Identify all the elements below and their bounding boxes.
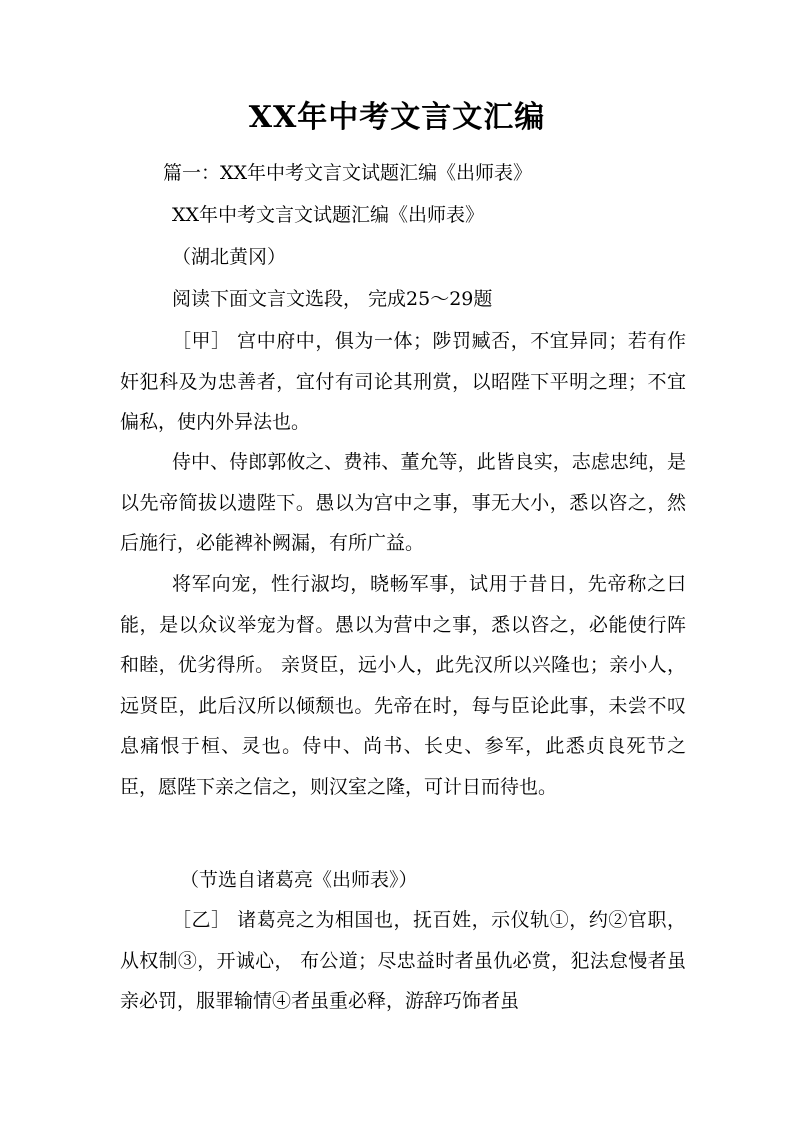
paragraph-yi: ［乙］ 诸葛亮之为相国也，抚百姓，示仪轨①，约②官职，从权制③，开诚心， 布公道；尽忠益时者虽仇必赏，犯法怠慢者虽亲必罚，服罪输情④者虽重必释，游辞巧饰者虽: [120, 909, 686, 1012]
subheading: XX年中考文言文试题汇编《出师表》: [172, 204, 485, 226]
paragraph-jia-3: 将军向宠，性行淑均，晓畅军事，试用于昔日，先帝称之曰能，是以众议举宠为督。愚以为营中之事，悉以咨之，必能使行阵和睦，优劣得所。 亲贤臣，远小人，此先汉所以兴隆也；亲小人，远贤臣，此后汉所以倾颓也。先帝在时，每与臣论此事，未尝不叹息痛恨于桓、灵也。侍中、尚书、长史、参军，此悉贞良死节之臣，愿陛下亲之信之，则汉室之隆，可计日而待也。: [120, 573, 686, 798]
paragraph-jia-2: 侍中、侍郎郭攸之、费祎、董允等，此皆良实，志虑忠纯，是以先帝简拔以遗陛下。愚以为宫中之事，事无大小，悉以咨之，然后施行，必能裨补阙漏，有所广益。: [120, 451, 686, 554]
section-heading: 篇一：XX年中考文言文试题汇编《出师表》: [163, 162, 533, 184]
document-title: XX年中考文言文汇编: [248, 100, 546, 135]
paragraph-jia-1: ［甲］ 宫中府中，俱为一体；陟罚臧否，不宜异同；若有作奸犯科及为忠善者，宜付有司论其刑赏，以昭陛下平明之理；不宜偏私，使内外异法也。: [120, 330, 686, 433]
citation: （节选自诸葛亮《出师表》）: [180, 869, 418, 891]
instruction: 阅读下面文言文选段， 完成25～29题: [172, 288, 493, 310]
source-note: （湖北黄冈）: [172, 246, 287, 268]
